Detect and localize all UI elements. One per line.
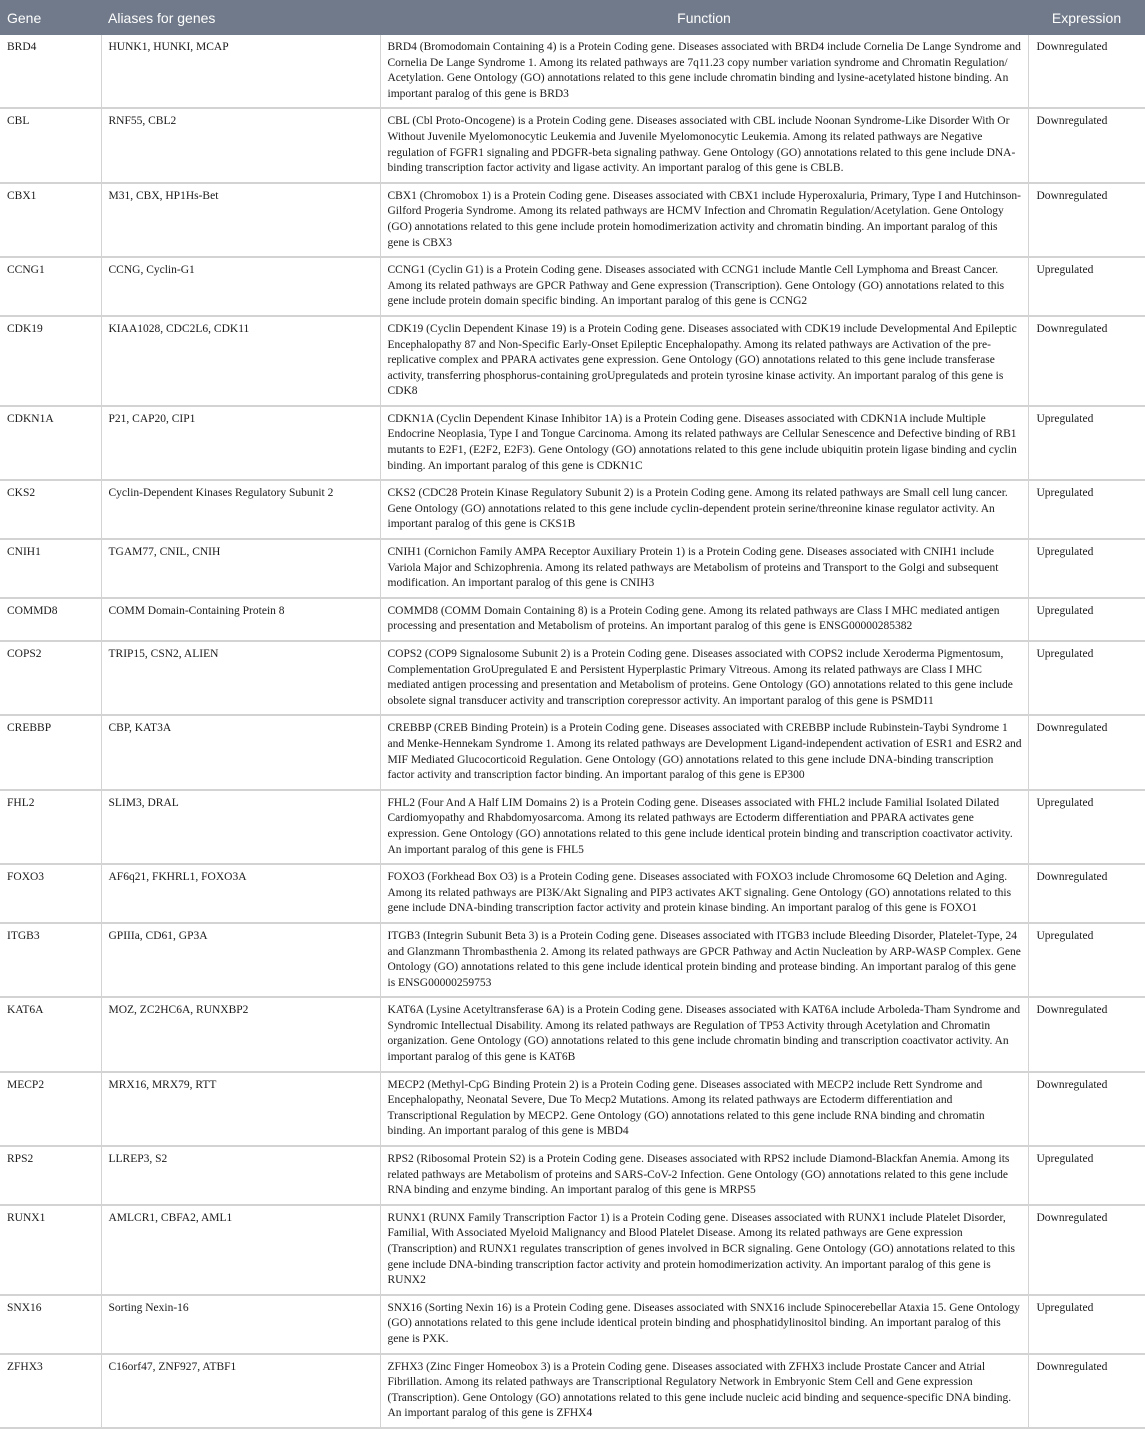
- header-expression: Expression: [1028, 0, 1145, 35]
- table-row: [0, 1295, 1145, 1354]
- expression-cell: Upregulated: [1028, 1146, 1145, 1205]
- table-body: [0, 35, 1145, 1428]
- aliases-cell: COMM Domain-Containing Protein 8: [101, 598, 380, 641]
- expression-cell: Upregulated: [1028, 480, 1145, 539]
- header-gene: Gene: [0, 0, 101, 35]
- header-function: Function: [380, 0, 1028, 35]
- aliases-cell: M31, CBX, HP1Hs-Bet: [101, 183, 380, 257]
- expression-cell: Downregulated: [1028, 183, 1145, 257]
- aliases-cell: LLREP3, S2: [101, 1146, 380, 1205]
- gene-cell: MECP2: [0, 1072, 101, 1146]
- table-row: [0, 641, 1145, 715]
- gene-cell: FOXO3: [0, 864, 101, 923]
- expression-cell: Downregulated: [1028, 1354, 1145, 1428]
- table-row: [0, 715, 1145, 789]
- expression-cell: Downregulated: [1028, 997, 1145, 1071]
- function-cell: ITGB3 (Integrin Subunit Beta 3) is a Protein Coding gene. Diseases associated with ITGB3 include Bleeding Disorder, Platelet-Type, 24 and Glanzmann Thrombasthenia 2. Among its related pathways are GPCR Pathway and Actin Nucleation by ARP-WASP Complex. Gene Ontology (GO) annotations related to this gene include identical protein binding and protease binding. An important paralog of this gene is ENSG00000259753: [380, 923, 1028, 997]
- table-row: [0, 1354, 1145, 1428]
- function-cell: COMMD8 (COMM Domain Containing 8) is a Protein Coding gene. Among its related pathways are Class I MHC mediated antigen processing and presentation and Metabolism of proteins. An important paralog of this gene is ENSG00000285382: [380, 598, 1028, 641]
- aliases-cell: AF6q21, FKHRL1, FOXO3A: [101, 864, 380, 923]
- expression-cell: Upregulated: [1028, 923, 1145, 997]
- expression-cell: Upregulated: [1028, 598, 1145, 641]
- table-row: [0, 35, 1145, 108]
- expression-cell: Downregulated: [1028, 1072, 1145, 1146]
- gene-cell: CDKN1A: [0, 406, 101, 480]
- header-row: [0, 0, 1145, 35]
- table-row: [0, 997, 1145, 1071]
- function-cell: FOXO3 (Forkhead Box O3) is a Protein Coding gene. Diseases associated with FOXO3 include Chromosome 6Q Deletion and Aging. Among its related pathways are PI3K/Akt Signaling and PIP3 activates AKT signaling. Gene Ontology (GO) annotations related to this gene include DNA-binding transcription factor activity and protein kinase binding. An important paralog of this gene is FOXO1: [380, 864, 1028, 923]
- gene-cell: ZFHX3: [0, 1354, 101, 1428]
- aliases-cell: MRX16, MRX79, RTT: [101, 1072, 380, 1146]
- gene-cell: CNIH1: [0, 539, 101, 598]
- table-row: [0, 406, 1145, 480]
- function-cell: ZFHX3 (Zinc Finger Homeobox 3) is a Protein Coding gene. Diseases associated with ZFHX3 include Prostate Cancer and Atrial Fibrillation. Among its related pathways are Transcriptional Regulatory Network in Embryonic Stem Cell and Gene expression (Transcription). Gene Ontology (GO) annotations related to this gene include nucleic acid binding and sequence-specific DNA binding. An important paralog of this gene is ZFHX4: [380, 1354, 1028, 1428]
- table-row: [0, 598, 1145, 641]
- table-row: [0, 316, 1145, 406]
- function-cell: BRD4 (Bromodomain Containing 4) is a Protein Coding gene. Diseases associated with BRD4 include Cornelia De Lange Syndrome and Cornelia De Lange Syndrome 1. Among its related pathways are 7q11.23 copy number variation syndrome and Chromatin Regulation/ Acetylation. Gene Ontology (GO) annotations related to this gene include chromatin binding and lysine-acetylated histone binding. An important paralog of this gene is BRD3: [380, 35, 1028, 108]
- aliases-cell: CCNG, Cyclin-G1: [101, 257, 380, 316]
- gene-cell: CBX1: [0, 183, 101, 257]
- table-row: [0, 1205, 1145, 1295]
- table-row: [0, 108, 1145, 182]
- gene-cell: CKS2: [0, 480, 101, 539]
- gene-cell: ITGB3: [0, 923, 101, 997]
- table-row: [0, 790, 1145, 864]
- aliases-cell: P21, CAP20, CIP1: [101, 406, 380, 480]
- gene-cell: CCNG1: [0, 257, 101, 316]
- aliases-cell: KIAA1028, CDC2L6, CDK11: [101, 316, 380, 406]
- gene-cell: BRD4: [0, 35, 101, 108]
- expression-cell: Upregulated: [1028, 257, 1145, 316]
- expression-cell: Upregulated: [1028, 790, 1145, 864]
- gene-cell: KAT6A: [0, 997, 101, 1071]
- aliases-cell: HUNK1, HUNKI, MCAP: [101, 35, 380, 108]
- expression-cell: Downregulated: [1028, 715, 1145, 789]
- function-cell: CCNG1 (Cyclin G1) is a Protein Coding gene. Diseases associated with CCNG1 include Mantle Cell Lymphoma and Breast Cancer. Among its related pathways are GPCR Pathway and Gene expression (Transcription). Gene Ontology (GO) annotations related to this gene include protein domain specific binding. An important paralog of this gene is CCNG2: [380, 257, 1028, 316]
- function-cell: KAT6A (Lysine Acetyltransferase 6A) is a Protein Coding gene. Diseases associated with KAT6A include Arboleda-Tham Syndrome and Syndromic Intellectual Disability. Among its related pathways are Regulation of TP53 Activity through Acetylation and Chromatin organization. Gene Ontology (GO) annotations related to this gene include chromatin binding and transcription coactivator activity. An important paralog of this gene is KAT6B: [380, 997, 1028, 1071]
- expression-cell: Upregulated: [1028, 1295, 1145, 1354]
- aliases-cell: TRIP15, CSN2, ALIEN: [101, 641, 380, 715]
- function-cell: SNX16 (Sorting Nexin 16) is a Protein Coding gene. Diseases associated with SNX16 include Spinocerebellar Ataxia 15. Gene Ontology (GO) annotations related to this gene include identical protein binding and phosphatidylinositol binding. An important paralog of this gene is PXK.: [380, 1295, 1028, 1354]
- gene-cell: COPS2: [0, 641, 101, 715]
- gene-cell: CDK19: [0, 316, 101, 406]
- expression-cell: Upregulated: [1028, 641, 1145, 715]
- table-row: [0, 480, 1145, 539]
- expression-cell: Downregulated: [1028, 316, 1145, 406]
- table-row: [0, 1072, 1145, 1146]
- expression-cell: Downregulated: [1028, 864, 1145, 923]
- aliases-cell: SLIM3, DRAL: [101, 790, 380, 864]
- expression-cell: Upregulated: [1028, 406, 1145, 480]
- function-cell: CBL (Cbl Proto-Oncogene) is a Protein Coding gene. Diseases associated with CBL include Noonan Syndrome-Like Disorder With Or Without Juvenile Myelomonocytic Leukemia and Juvenile Myelomonocytic Leukemia. Among its related pathways are Negative regulation of FGFR1 signaling and PDGFR-beta signaling pathway. Gene Ontology (GO) annotations related to this gene include DNA-binding transcription factor activity and ligase activity. An important paralog of this gene is CBLB.: [380, 108, 1028, 182]
- table-row: [0, 539, 1145, 598]
- aliases-cell: CBP, KAT3A: [101, 715, 380, 789]
- expression-cell: Upregulated: [1028, 539, 1145, 598]
- gene-cell: RUNX1: [0, 1205, 101, 1295]
- expression-cell: Downregulated: [1028, 35, 1145, 108]
- aliases-cell: AMLCR1, CBFA2, AML1: [101, 1205, 380, 1295]
- aliases-cell: TGAM77, CNIL, CNIH: [101, 539, 380, 598]
- function-cell: RUNX1 (RUNX Family Transcription Factor 1) is a Protein Coding gene. Diseases associated with RUNX1 include Platelet Disorder, Familial, With Associated Myeloid Malignancy and Blood Platelet Disease. Among its related pathways are Gene expression (Transcription) and RUNX1 regulates transcription of genes involved in BCR signaling. Gene Ontology (GO) annotations related to this gene include DNA-binding transcription factor activity and protein homodimerization activity. An important paralog of this gene is RUNX2: [380, 1205, 1028, 1295]
- table-row: [0, 183, 1145, 257]
- function-cell: CNIH1 (Cornichon Family AMPA Receptor Auxiliary Protein 1) is a Protein Coding gene. Diseases associated with CNIH1 include Variola Major and Schizophrenia. Among its related pathways are Metabolism of proteins and Transport to the Golgi and subsequent modification. An important paralog of this gene is CNIH3: [380, 539, 1028, 598]
- table-row: [0, 257, 1145, 316]
- gene-cell: COMMD8: [0, 598, 101, 641]
- expression-cell: Downregulated: [1028, 108, 1145, 182]
- function-cell: CDKN1A (Cyclin Dependent Kinase Inhibitor 1A) is a Protein Coding gene. Diseases associated with CDKN1A include Multiple Endocrine Neoplasia, Type I and Tongue Carcinoma. Among its related pathways are Cellular Senescence and Defective binding of RB1 mutants to E2F1, (E2F2, E2F3). Gene Ontology (GO) annotations related to this gene include ubiquitin protein ligase binding and cyclin binding. An important paralog of this gene is CDKN1C: [380, 406, 1028, 480]
- aliases-cell: GPIIIa, CD61, GP3A: [101, 923, 380, 997]
- aliases-cell: C16orf47, ZNF927, ATBF1: [101, 1354, 380, 1428]
- gene-cell: CBL: [0, 108, 101, 182]
- expression-cell: Downregulated: [1028, 1205, 1145, 1295]
- gene-cell: FHL2: [0, 790, 101, 864]
- function-cell: FHL2 (Four And A Half LIM Domains 2) is a Protein Coding gene. Diseases associated with FHL2 include Familial Isolated Dilated Cardiomyopathy and Rhabdomyosarcoma. Among its related pathways are Ectoderm differentiation and PPARA activates gene expression. Gene Ontology (GO) annotations related to this gene include identical protein binding and transcription coactivator activity. An important paralog of this gene is FHL5: [380, 790, 1028, 864]
- function-cell: CBX1 (Chromobox 1) is a Protein Coding gene. Diseases associated with CBX1 include Hyperoxaluria, Primary, Type I and Hutchinson-Gilford Progeria Syndrome. Among its related pathways are HCMV Infection and Chromatin Regulation/Acetylation. Gene Ontology (GO) annotations related to this gene include protein homodimerization activity and chromatin binding. An important paralog of this gene is CBX3: [380, 183, 1028, 257]
- gene-cell: RPS2: [0, 1146, 101, 1205]
- aliases-cell: Cyclin-Dependent Kinases Regulatory Subunit 2: [101, 480, 380, 539]
- function-cell: CREBBP (CREB Binding Protein) is a Protein Coding gene. Diseases associated with CREBBP include Rubinstein-Taybi Syndrome 1 and Menke-Hennekam Syndrome 1. Among its related pathways are Development Ligand-independent activation of ESR1 and ESR2 and MIF Mediated Glucocorticoid Regulation. Gene Ontology (GO) annotations related to this gene include DNA-binding transcription factor activity and transcription factor binding. An important paralog of this gene is EP300: [380, 715, 1028, 789]
- gene-cell: SNX16: [0, 1295, 101, 1354]
- table-row: [0, 864, 1145, 923]
- aliases-cell: Sorting Nexin-16: [101, 1295, 380, 1354]
- aliases-cell: MOZ, ZC2HC6A, RUNXBP2: [101, 997, 380, 1071]
- header-aliases: Aliases for genes: [101, 0, 380, 35]
- function-cell: COPS2 (COP9 Signalosome Subunit 2) is a Protein Coding gene. Diseases associated with COPS2 include Xeroderma Pigmentosum, Complementation GroUpregulated E and Persistent Hyperplastic Primary Vitreous. Among its related pathways are Class I MHC mediated antigen processing and presentation and Metabolism of proteins. Gene Ontology (GO) annotations related to this gene include obsolete signal transducer activity and transcription corepressor activity. An important paralog of this gene is PSMD11: [380, 641, 1028, 715]
- table-row: [0, 923, 1145, 997]
- aliases-cell: RNF55, CBL2: [101, 108, 380, 182]
- gene-cell: CREBBP: [0, 715, 101, 789]
- function-cell: RPS2 (Ribosomal Protein S2) is a Protein Coding gene. Diseases associated with RPS2 include Diamond-Blackfan Anemia. Among its related pathways are Metabolism of proteins and SARS-CoV-2 Infection. Gene Ontology (GO) annotations related to this gene include RNA binding and enzyme binding. An important paralog of this gene is MRPS5: [380, 1146, 1028, 1205]
- table-row: [0, 1146, 1145, 1205]
- function-cell: CDK19 (Cyclin Dependent Kinase 19) is a Protein Coding gene. Diseases associated with CDK19 include Developmental And Epileptic Encephalopathy 87 and Non-Specific Early-Onset Epileptic Encephalopathy. Among its related pathways are Activation of the pre-replicative complex and PPARA activates gene expression. Gene Ontology (GO) annotations related to this gene include transferase activity, transferring phosphorus-containing groUpregulateds and protein tyrosine kinase activity. An important paralog of this gene is CDK8: [380, 316, 1028, 406]
- function-cell: CKS2 (CDC28 Protein Kinase Regulatory Subunit 2) is a Protein Coding gene. Among its related pathways are Small cell lung cancer. Gene Ontology (GO) annotations related to this gene include cyclin-dependent protein serine/threonine kinase regulator activity. An important paralog of this gene is CKS1B: [380, 480, 1028, 539]
- function-cell: MECP2 (Methyl-CpG Binding Protein 2) is a Protein Coding gene. Diseases associated with MECP2 include Rett Syndrome and Encephalopathy, Neonatal Severe, Due To Mecp2 Mutations. Among its related pathways are Ectoderm differentiation and Transcriptional Regulation by MECP2. Gene Ontology (GO) annotations related to this gene include RNA binding and chromatin binding. An important paralog of this gene is MBD4: [380, 1072, 1028, 1146]
